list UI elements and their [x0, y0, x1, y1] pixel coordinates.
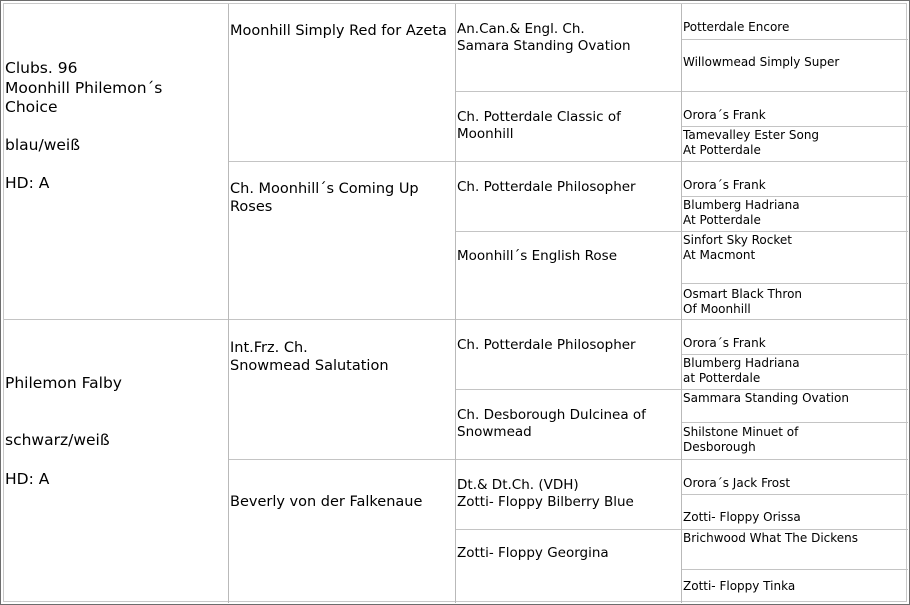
ancestor-cell [456, 390, 681, 460]
generation-4-column [682, 4, 908, 603]
dog-cell [4, 4, 228, 320]
ancestor-name: Blumberg Hadriana At Potterdale [683, 198, 800, 227]
ancestor-name: Brichwood What The Dickens [683, 531, 859, 545]
ancestor-name: Dt.& Dt.Ch. (VDH) Zotti- Floppy Bilberry Blue [457, 477, 634, 510]
ancestor-name: Shilstone Minuet of Desborough [683, 425, 799, 454]
ancestor-cell [682, 570, 908, 603]
ancestor-name: Beverly von der Falkenaue [230, 494, 423, 510]
ancestor-cell [682, 127, 908, 162]
ancestor-name: Zotti- Floppy Tinka [683, 579, 796, 593]
ancestor-cell [682, 355, 908, 390]
ancestor-cell [456, 530, 681, 603]
ancestor-name: Ch. Potterdale Philosopher [457, 337, 636, 353]
ancestor-name: Zotti- Floppy Orissa [683, 510, 801, 524]
ancestor-cell [682, 390, 908, 423]
ancestor-cell [229, 320, 455, 460]
ancestor-cell [456, 320, 681, 390]
ancestor-name: Zotti- Floppy Georgina [457, 545, 609, 561]
ancestor-cell [682, 232, 908, 284]
dog-color: schwarz/weiß [5, 431, 110, 449]
ancestor-cell [682, 530, 908, 570]
ancestor-cell [682, 495, 908, 530]
ancestor-cell [682, 284, 908, 320]
dog-hd-rating: HD: A [5, 174, 50, 192]
ancestor-cell [456, 460, 681, 530]
dog-cell [4, 320, 228, 603]
ancestor-name: Potterdale Encore [683, 20, 790, 34]
ancestor-name: Osmart Black Thron Of Moonhill [683, 287, 803, 316]
ancestor-name: Willowmead Simply Super [683, 55, 840, 69]
ancestor-name: Tamevalley Ester Song At Potterdale [683, 128, 820, 157]
ancestor-cell [682, 197, 908, 232]
dog-color: blau/weiß [5, 136, 80, 154]
ancestor-cell [682, 162, 908, 197]
generation-2-column [229, 4, 456, 603]
ancestor-name: Int.Frz. Ch. Snowmead Salutation [230, 340, 389, 374]
ancestor-cell [682, 423, 908, 460]
ancestor-name: Ch. Potterdale Philosopher [457, 179, 636, 195]
ancestor-name: An.Can.& Engl. Ch. Samara Standing Ovation [457, 21, 631, 54]
ancestor-name: Blumberg Hadriana at Potterdale [683, 356, 800, 385]
dog-name: Clubs. 96 Moonhill Philemon´s Choice [5, 59, 163, 116]
ancestor-name: Sinfort Sky Rocket At Macmont [683, 233, 792, 262]
dog-hd-rating: HD: A [5, 470, 50, 488]
ancestor-name: Ch. Desborough Dulcinea of Snowmead [457, 407, 646, 440]
ancestor-name: Moonhill´s English Rose [457, 248, 618, 264]
ancestor-name: Sammara Standing Ovation [683, 391, 849, 405]
ancestor-cell [456, 162, 681, 232]
ancestor-name: Orora´s Frank [683, 108, 766, 122]
ancestor-cell [682, 460, 908, 495]
ancestor-cell [456, 92, 681, 162]
ancestor-cell [682, 40, 908, 92]
ancestor-cell [229, 162, 455, 320]
ancestor-name: Moonhill Simply Red for Azeta [230, 23, 447, 39]
ancestor-name: Orora´s Frank [683, 336, 766, 350]
ancestor-name: Orora´s Jack Frost [683, 476, 791, 490]
generation-3-column [456, 4, 682, 603]
ancestor-cell [229, 460, 455, 603]
ancestor-cell [456, 4, 681, 92]
ancestor-name: Orora´s Frank [683, 178, 766, 192]
ancestor-name: Ch. Potterdale Classic of Moonhill [457, 109, 621, 142]
ancestor-cell [682, 4, 908, 40]
ancestor-name: Ch. Moonhill´s Coming Up Roses [230, 181, 419, 215]
ancestor-cell [456, 232, 681, 320]
ancestor-cell [229, 4, 455, 162]
generation-1-column [4, 4, 229, 603]
ancestor-cell [682, 320, 908, 355]
dog-name: Philemon Falby [5, 374, 122, 392]
ancestor-cell [682, 92, 908, 127]
